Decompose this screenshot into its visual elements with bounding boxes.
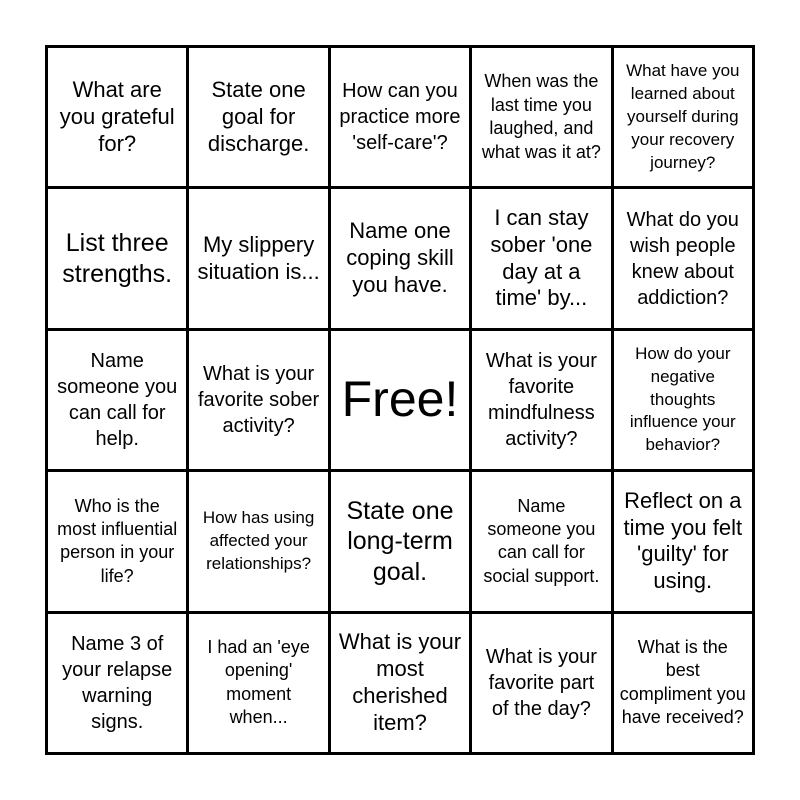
bingo-cell-text: List three strengths. <box>62 229 173 288</box>
bingo-cell-r4-c1[interactable] <box>48 472 186 610</box>
bingo-cell-r1-c2[interactable] <box>189 48 327 186</box>
bingo-cell-r1-c1[interactable] <box>48 48 186 186</box>
bingo-cell-text: When was the last time you laughed, and what was it at? <box>481 71 601 162</box>
bingo-cell-text: How has using affected your relationships? <box>202 507 315 573</box>
bingo-cell-r3-c5[interactable] <box>614 331 752 469</box>
bingo-card <box>45 45 755 755</box>
bingo-cell-r5-c5[interactable] <box>614 614 752 752</box>
bingo-cell-r2-c3[interactable] <box>331 189 469 327</box>
bingo-cell-text: How do your negative thoughts influence your behavior? <box>629 343 736 455</box>
bingo-cell-r4-c2[interactable] <box>189 472 327 610</box>
bingo-cell-r3-c1[interactable] <box>48 331 186 469</box>
bingo-cell-text: What is your favorite sober activity? <box>198 362 320 437</box>
bingo-cell-r5-c3[interactable] <box>331 614 469 752</box>
bingo-cell-r4-c3[interactable] <box>331 472 469 610</box>
bingo-cell-text: Name someone you can call for social support. <box>483 495 600 586</box>
bingo-cell-r4-c5[interactable] <box>614 472 752 610</box>
bingo-cell-text: How can you practice more 'self-care'? <box>339 80 461 155</box>
bingo-cell-text: My slippery situation is... <box>197 231 320 284</box>
bingo-cell-r4-c4[interactable] <box>472 472 610 610</box>
bingo-cell-r3-c4[interactable] <box>472 331 610 469</box>
bingo-cell-r5-c2[interactable] <box>189 614 327 752</box>
bingo-cell-text: What is your favorite part of the day? <box>485 645 597 720</box>
bingo-cell-text: I had an 'eye opening' moment when... <box>207 637 310 728</box>
bingo-cell-text: What is your favorite mindfulness activity? <box>485 349 597 450</box>
bingo-cell-r2-c2[interactable] <box>189 189 327 327</box>
bingo-cell-text: What are you grateful for? <box>59 76 175 156</box>
bingo-cell-r2-c1[interactable] <box>48 189 186 327</box>
bingo-cell-text: What is the best compliment you have received? <box>619 637 746 728</box>
bingo-cell-r5-c4[interactable] <box>472 614 610 752</box>
bingo-cell-text: Name 3 of your relapse warning signs. <box>62 632 173 733</box>
bingo-cell-text: State one long-term goal. <box>346 496 454 586</box>
bingo-cell-text: Name someone you can call for help. <box>57 349 178 450</box>
bingo-cell-r5-c1[interactable] <box>48 614 186 752</box>
bingo-cell-text: Name one coping skill you have. <box>346 218 454 297</box>
bingo-cell-r3-c2[interactable] <box>189 331 327 469</box>
bingo-cell-r1-c4[interactable] <box>472 48 610 186</box>
bingo-free-space[interactable] <box>331 331 469 469</box>
bingo-cell-r2-c4[interactable] <box>472 189 610 327</box>
bingo-cell-r1-c5[interactable] <box>614 48 752 186</box>
free-space-text: Free! <box>341 371 459 428</box>
bingo-cell-text: What do you wish people knew about addiction? <box>626 208 739 309</box>
bingo-cell-text: I can stay sober 'one day at a time' by... <box>490 204 593 311</box>
bingo-cell-text: Who is the most influential person in your life? <box>57 495 178 586</box>
bingo-cell-r2-c5[interactable] <box>614 189 752 327</box>
bingo-cell-text: State one goal for discharge. <box>207 76 310 156</box>
bingo-cell-text: Reflect on a time you felt 'guilty' for using. <box>623 487 743 594</box>
bingo-cell-r1-c3[interactable] <box>331 48 469 186</box>
bingo-cell-text: What is your most cherished item? <box>338 629 462 735</box>
bingo-cell-text: What have you learned about yourself during your recovery journey? <box>626 60 740 172</box>
